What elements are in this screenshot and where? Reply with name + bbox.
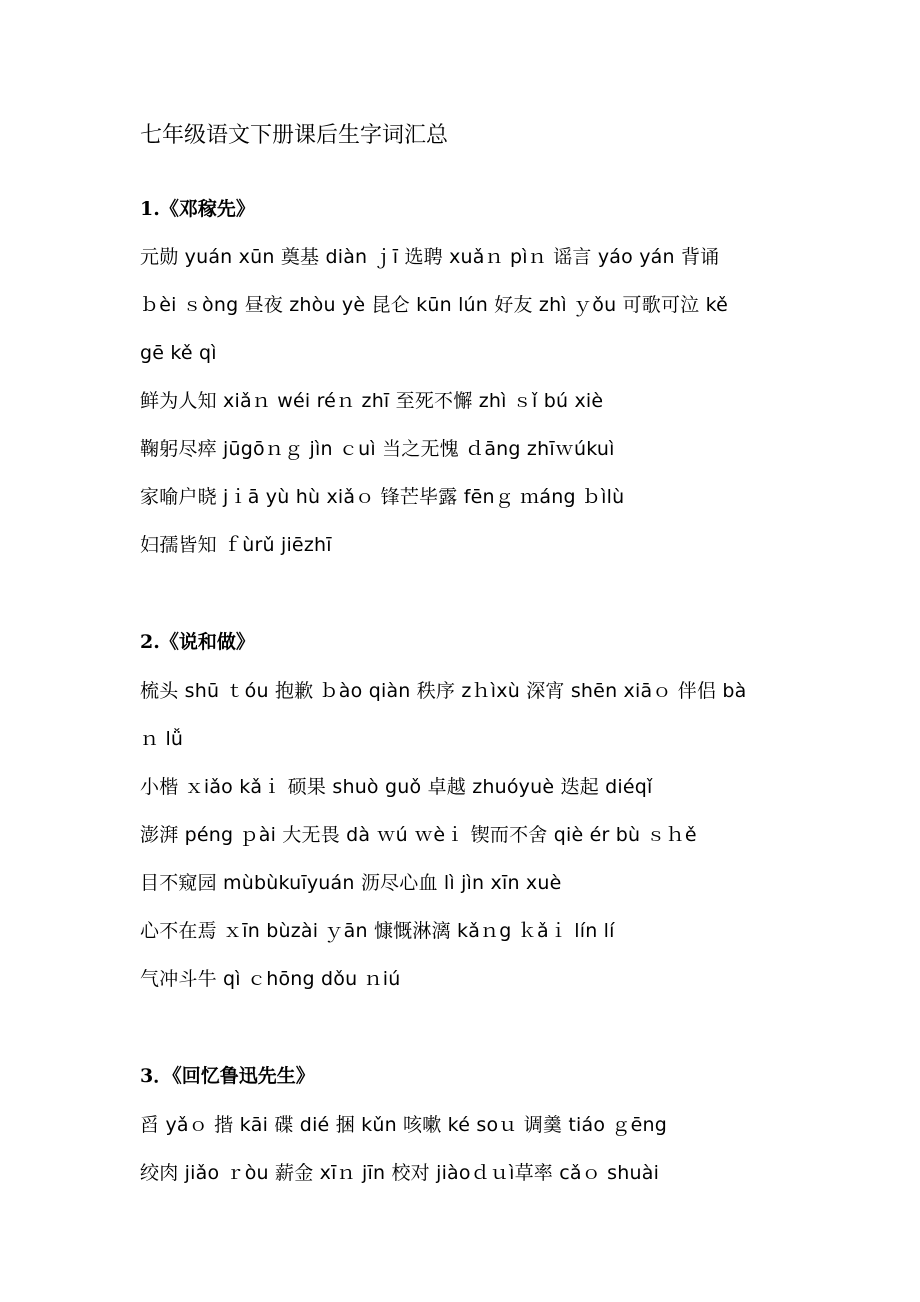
vocab-line: 鲜为人知 xiǎｎ wéi réｎ zhī 至死不懈 zhì ｓǐ bú xiè bbox=[140, 390, 604, 412]
vocab-line: 澎湃 péng ｐài 大无畏 dà ｗú ｗèｉ 锲而不舍 qiè ér bù ｓｈě bbox=[140, 824, 697, 846]
vocab-line: 小楷 ｘiǎo kǎｉ 硕果 shuò guǒ 卓越 zhuóyuè 迭起 diéqǐ bbox=[140, 776, 653, 798]
vocab-line: 目不窥园 mùbùkuīyuán 沥尽心血 lì jìn xīn xuè bbox=[140, 872, 562, 894]
section-heading: 2.《说和做》 bbox=[140, 631, 255, 653]
vocab-line: 家喻户晓 jｉā yù hù xiǎｏ 锋芒毕露 fēnｇ ｍáng ｂìlù bbox=[140, 486, 625, 508]
vocab-line: 鞠躬尽瘁 jūgōｎｇ jìn ｃuì 当之无愧 ｄāng zhīｗúkuì bbox=[140, 438, 615, 460]
vocab-line: 心不在焉 ｘīn bùzài ｙān 慷慨淋漓 kǎｎg ｋǎｉ lín lí bbox=[140, 920, 615, 942]
vocab-line: gē kě qì bbox=[140, 342, 217, 364]
vocab-line: 舀 yǎｏ 揩 kāi 碟 dié 捆 kǔn 咳嗽 ké soｕ 调羹 tiáo ｇēng bbox=[140, 1114, 667, 1136]
vocab-line: 绞肉 jiǎo ｒòu 薪金 xīｎ jīn 校对 jiàoｄｕì草率 cǎｏ shuài bbox=[140, 1162, 660, 1184]
vocab-line: 元勋 yuán xūn 奠基 diàn ｊī 选聘 xuǎｎ pìｎ 谣言 yáo yán 背诵 bbox=[140, 246, 720, 268]
section-heading: 3．《回忆鲁迅先生》 bbox=[140, 1065, 315, 1087]
section-heading: 1.《邓稼先》 bbox=[140, 198, 255, 220]
page-title: 七年级语文下册课后生字词汇总 bbox=[140, 123, 449, 148]
vocab-line: 气冲斗牛 qì ｃhōng dǒu ｎiú bbox=[140, 968, 401, 990]
vocab-line: 妇孺皆知 ｆùrǔ jiēzhī bbox=[140, 534, 332, 556]
vocab-line: ｎ lǚ bbox=[140, 728, 184, 750]
vocab-line: ｂèi ｓòng 昼夜 zhòu yè 昆仑 kūn lún 好友 zhì ｙǒu 可歌可泣 kě bbox=[140, 294, 729, 316]
vocab-line: 梳头 shū ｔóu 抱歉 ｂào qiàn 秩序 zｈìxù 深宵 shēn xiāｏ 伴侣 bà bbox=[140, 680, 747, 702]
